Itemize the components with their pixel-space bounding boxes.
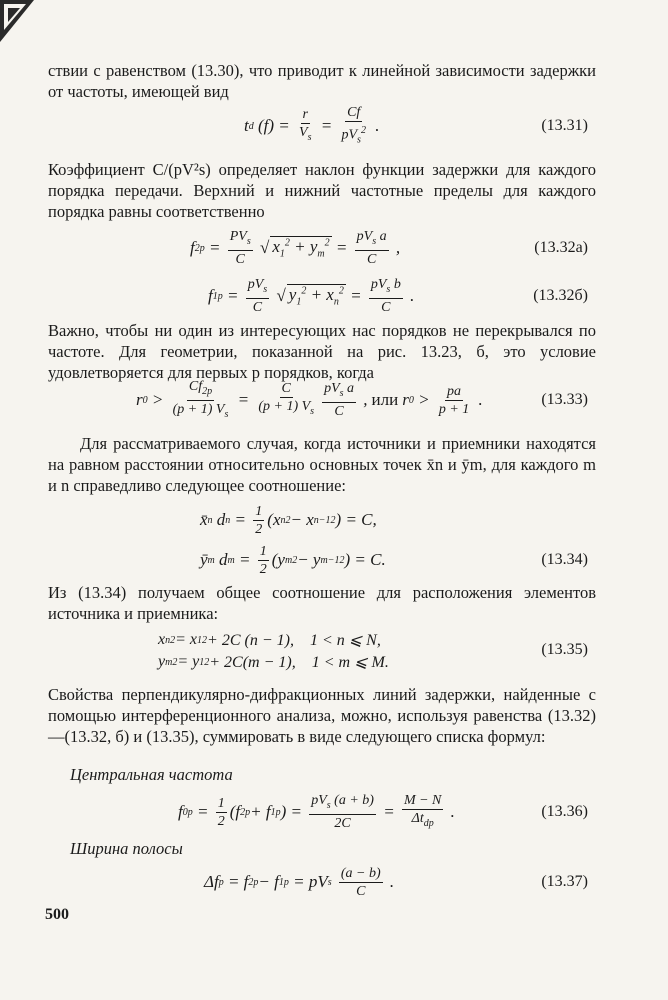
equation-13-37: Δf p = f 2p − f 1p = pV s $\frac{(a - b)}{C}$ . (13.37): [48, 860, 596, 904]
paragraph-5: Из (13.34) получаем общее соотношение для расположения элементов источника и приемника:: [48, 583, 596, 623]
equation-13-36: f 0p = $\frac{1}{2}$ (f 2p + f 1p ) = $\frac{pV_s (a + b)}{2C}$ = $\frac{M - N}{\Delta t_{dp}}$ . (13.36): [48, 790, 596, 834]
equation-13-33: r 0 > $\frac{Cf_{2p}}{(p + 1) V_s}$ = $\frac{C}{(p + 1) V_s}$ $\frac{pV_s a}{C}$ , или r 0 > $\frac{pa}{p + 1}$ . (13.33): [48, 378, 596, 422]
paragraph-6: Свойства перпендикулярно-дифракционных линий задержки, найденные с помощью интерференционного анализа, можно, используя равенства (13.32)—(13.32, б) и (13.35), суммировать в виде следующего списка формул:: [48, 685, 596, 746]
page-number: 500: [45, 906, 69, 923]
equation-number: (13.32а): [534, 239, 588, 256]
equation-13-31: t d (f) = $\frac{r}{V_s}$ = $\frac{Cf}{pV_s^2}$ . (13.31): [48, 104, 596, 148]
heading-bandwidth: Ширина полосы: [70, 839, 183, 858]
or-word: или: [371, 390, 399, 409]
equation-number: (13.31): [541, 117, 588, 134]
equation-number: (13.37): [541, 873, 588, 890]
paragraph-3: Важно, чтобы ни один из интересующих нас порядков не перекрывался по частоте. Для геометрии, показанной на рис. 13.23, б, это условие удовлетворяется для первых p порядков, когда: [48, 321, 596, 382]
paragraph-1: ствии с равенством (13.30), что приводит к линейной зависимости задержки от частоты, имеющей вид: [48, 61, 596, 101]
heading-central-frequency: Центральная частота: [70, 765, 233, 784]
corner-ornament-icon: [0, 0, 36, 44]
equation-13-34-line1: x̄ n d n = $\frac{1}{2}$ (x n 2 − x n−1 2 ) = C,: [200, 503, 377, 537]
paragraph-4: Для рассматриваемого случая, когда источники и приемники находятся на равном расстоянии относительно основных точек x̄n и ȳm, для каждого m и n справедливо следующее соотношение:: [48, 434, 596, 495]
equation-13-32b: f 1p = $\frac{pV_s}{C}$ √ $y_1^2 + x_n^2$ = $\frac{pV_s b}{C}$ . (13.32б): [48, 274, 596, 318]
equation-13-35: x n 2 = x 1 2 + 2C (n − 1), 1 < n ⩽ N, y m 2 = y 1 2 + 2C(m − 1), 1 < m ⩽ M. (13.35): [48, 628, 596, 672]
equation-number: (13.34): [541, 551, 588, 568]
equation-number: (13.32б): [533, 287, 588, 304]
equation-13-32a: f 2p = $\frac{PV_s}{C}$ √ $x_1^2 + y_m^2$ = $\frac{pV_s a}{C}$ , (13.32а): [48, 226, 596, 270]
equation-13-34: ȳ m d m = $\frac{1}{2}$ (y m 2 − y m−1 2 ) = C. (13.34): [48, 538, 596, 582]
equation-number: (13.33): [541, 391, 588, 408]
equation-number: (13.35): [541, 641, 588, 658]
equation-number: (13.36): [541, 803, 588, 820]
paragraph-2: Коэффициент C/(pV²s) определяет наклон функции задержки для каждого порядка передачи. Верхний и нижний частотные пределы для каждого порядка равны соответственно: [48, 160, 596, 221]
